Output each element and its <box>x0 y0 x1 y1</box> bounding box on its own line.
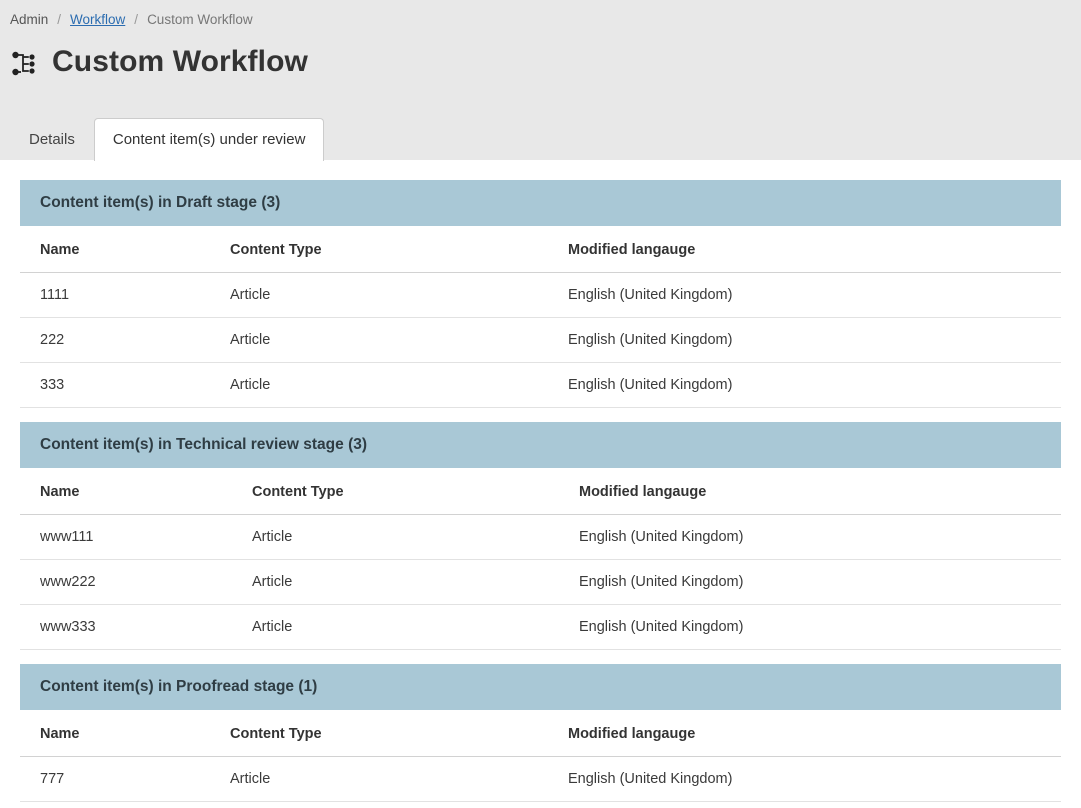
table-header-row <box>20 468 1061 515</box>
table-row[interactable] <box>20 605 1061 650</box>
tab-details[interactable]: Details <box>29 131 75 148</box>
panel-title: Content item(s) in Proofread stage (1) <box>20 664 1061 710</box>
panel-proofread-stage <box>20 664 1061 802</box>
cell-name: 1111 <box>20 273 230 318</box>
panel-title: Content item(s) in Technical review stage (3) <box>20 422 1061 468</box>
table-row[interactable] <box>20 560 1061 605</box>
cell-modified-language: English (United Kingdom) <box>568 273 1061 318</box>
tab-bar <box>10 117 1081 160</box>
breadcrumb-item-admin[interactable]: Admin <box>10 12 49 27</box>
page-title: Custom Workflow <box>52 45 308 78</box>
breadcrumb-item-workflow[interactable]: Workflow <box>70 12 126 27</box>
column-header-modified-language: Modified langauge <box>568 710 1061 757</box>
cell-content-type: Article <box>230 273 568 318</box>
cell-modified-language: English (United Kingdom) <box>568 318 1061 363</box>
cell-content-type: Article <box>252 605 579 650</box>
table-row[interactable] <box>20 515 1061 560</box>
column-header-name: Name <box>20 710 230 757</box>
items-table <box>20 226 1061 408</box>
cell-modified-language: English (United Kingdom) <box>579 560 1061 605</box>
table-row[interactable] <box>20 318 1061 363</box>
workflow-icon <box>10 49 40 79</box>
cell-content-type: Article <box>230 363 568 408</box>
cell-modified-language: English (United Kingdom) <box>568 363 1061 408</box>
column-header-content-type: Content Type <box>252 468 579 515</box>
breadcrumb-separator: / <box>134 12 139 27</box>
panel-title: Content item(s) in Draft stage (3) <box>20 180 1061 226</box>
cell-name: www333 <box>20 605 252 650</box>
breadcrumb <box>0 0 1081 27</box>
column-header-modified-language: Modified langauge <box>579 468 1061 515</box>
items-table <box>20 468 1061 650</box>
cell-content-type: Article <box>252 515 579 560</box>
cell-name: www111 <box>20 515 252 560</box>
column-header-content-type: Content Type <box>230 710 568 757</box>
breadcrumb-item-current: Custom Workflow <box>147 12 253 27</box>
column-header-name: Name <box>20 226 230 273</box>
column-header-content-type: Content Type <box>230 226 568 273</box>
cell-name: 777 <box>20 757 230 802</box>
column-header-modified-language: Modified langauge <box>568 226 1061 273</box>
cell-name: www222 <box>20 560 252 605</box>
cell-content-type: Article <box>252 560 579 605</box>
breadcrumb-separator: / <box>57 12 62 27</box>
tab-content-items-under-review[interactable]: Content item(s) under review <box>94 118 325 161</box>
table-header-row <box>20 710 1061 757</box>
cell-modified-language: English (United Kingdom) <box>579 605 1061 650</box>
page-title-row <box>0 27 1081 79</box>
panel-draft-stage <box>20 180 1061 408</box>
cell-modified-language: English (United Kingdom) <box>579 515 1061 560</box>
column-header-name: Name <box>20 468 252 515</box>
cell-content-type: Article <box>230 318 568 363</box>
cell-name: 333 <box>20 363 230 408</box>
items-table <box>20 710 1061 802</box>
cell-name: 222 <box>20 318 230 363</box>
cell-content-type: Article <box>230 757 568 802</box>
page-header <box>0 0 1081 160</box>
table-row[interactable] <box>20 363 1061 408</box>
main-content <box>0 160 1081 802</box>
table-row[interactable] <box>20 757 1061 802</box>
table-row[interactable] <box>20 273 1061 318</box>
table-header-row <box>20 226 1061 273</box>
cell-modified-language: English (United Kingdom) <box>568 757 1061 802</box>
panel-technical-review-stage <box>20 422 1061 650</box>
